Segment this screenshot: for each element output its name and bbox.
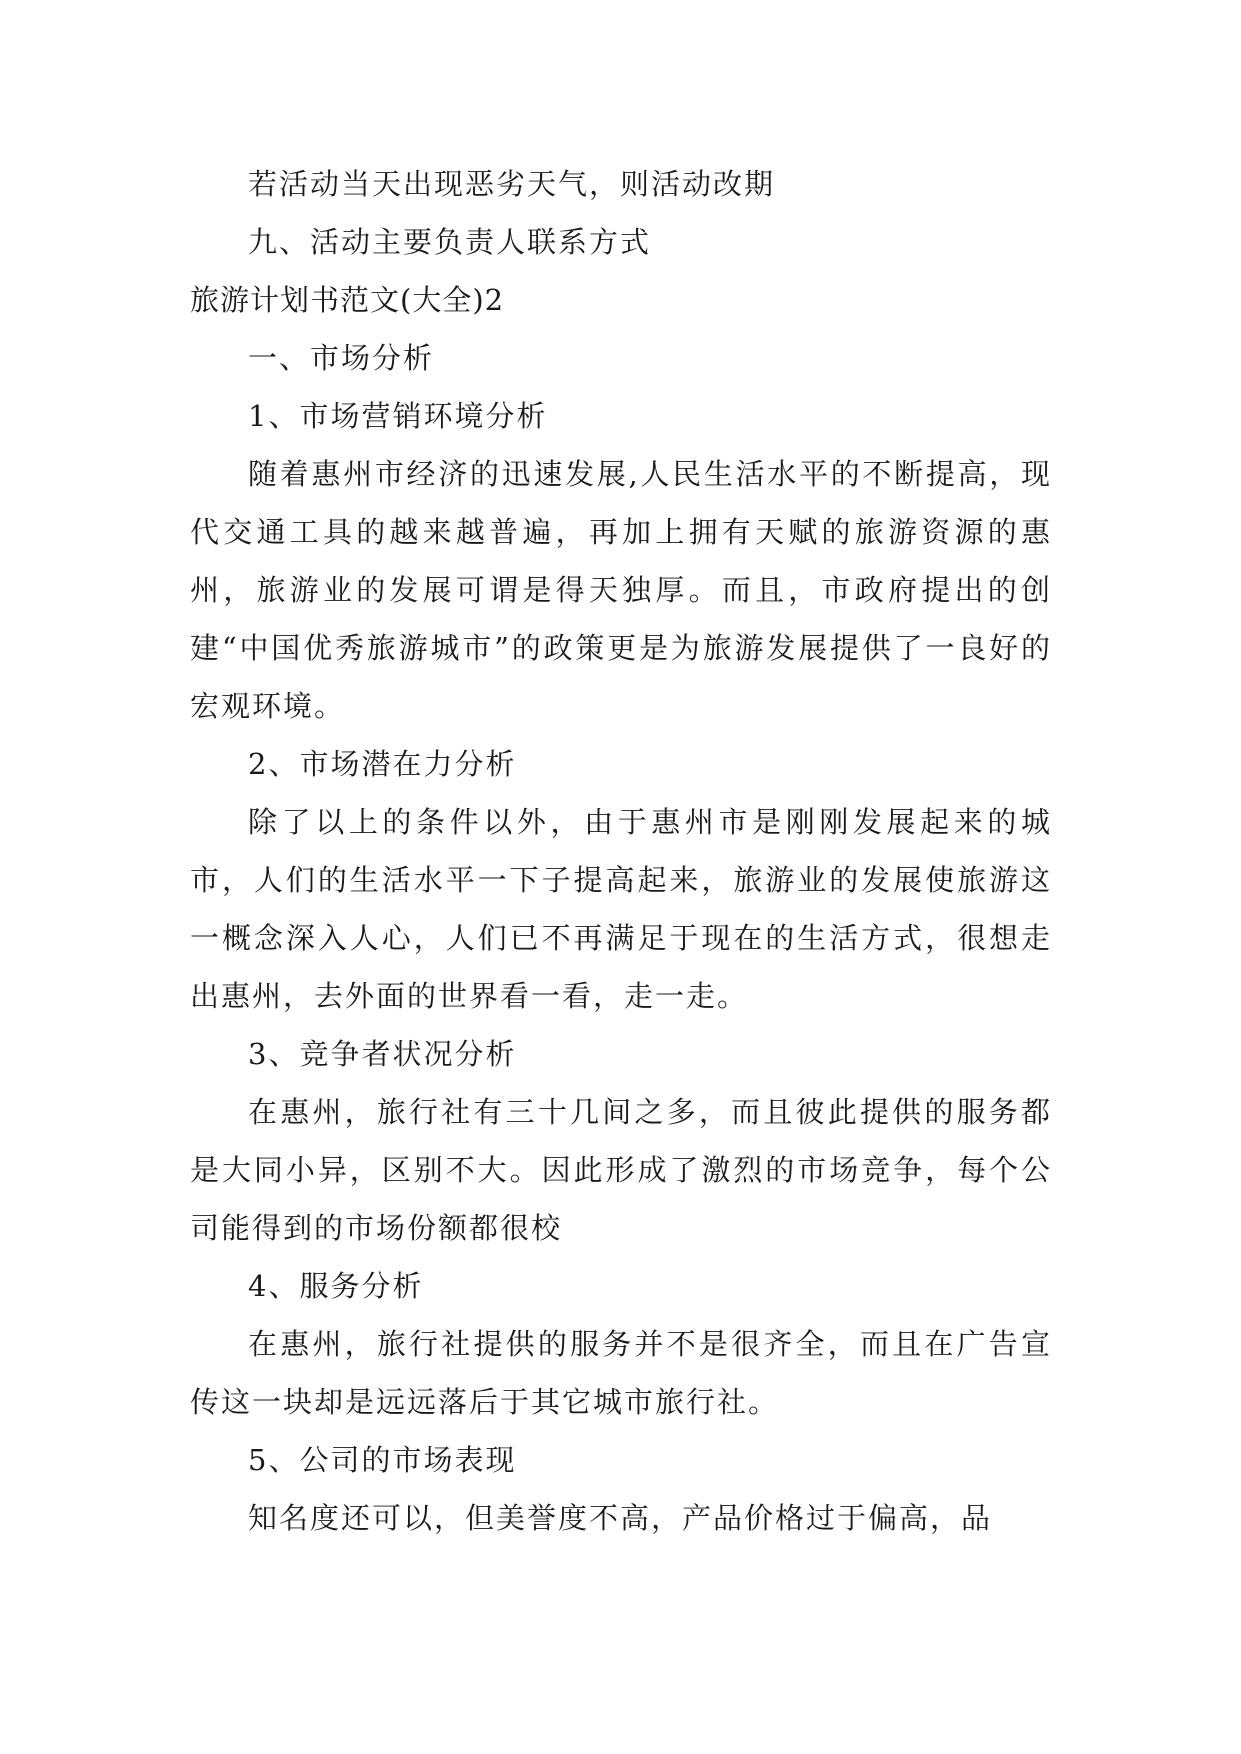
section-heading-market-analysis: 一、市场分析 — [248, 341, 435, 375]
item-heading-2: 2、市场潜在力分析 — [248, 747, 517, 781]
item-heading-5: 5、公司的市场表现 — [248, 1443, 517, 1477]
item-heading-3: 3、竞争者状况分析 — [248, 1037, 517, 1071]
item-body-2: 除了以上的条件以外，由于惠州市是刚刚发展起来的城市，人们的生活水平一下子提高起来，旅游业的发展使旅游这一概念深入人心，人们已不再满足于现在的生活方式，很想走出惠州，去外面的世界看一看，走一走。 — [190, 805, 1052, 1013]
item-body-4: 在惠州，旅行社提供的服务并不是很齐全，而且在广告宣传这一块却是远远落后于其它城市旅行社。 — [190, 1327, 1052, 1419]
item-body-5: 知名度还可以，但美誉度不高，产品价格过于偏高，品 — [248, 1501, 993, 1535]
item-body-1: 随着惠州市经济的迅速发展,人民生活水平的不断提高，现代交通工具的越来越普遍，再加上拥有天赋的旅游资源的惠州，旅游业的发展可谓是得天独厚。而且，市政府提出的创建“中国优秀旅游城市”的政策更是为旅游发展提供了一良好的宏观环境。 — [190, 457, 1052, 723]
bad-weather-line: 若活动当天出现恶劣天气，则活动改期 — [248, 167, 776, 201]
item-heading-1: 1、市场营销环境分析 — [248, 399, 548, 433]
document-body — [190, 155, 1052, 1547]
contact-heading: 九、活动主要负责人联系方式 — [248, 225, 652, 259]
document-title: 旅游计划书范文(大全)2 — [190, 283, 505, 317]
item-body-3: 在惠州，旅行社有三十几间之多，而且彼此提供的服务都是大同小异，区别不大。因此形成了激烈的市场竞争，每个公司能得到的市场份额都很校 — [190, 1095, 1052, 1245]
item-heading-4: 4、服务分析 — [248, 1269, 424, 1303]
